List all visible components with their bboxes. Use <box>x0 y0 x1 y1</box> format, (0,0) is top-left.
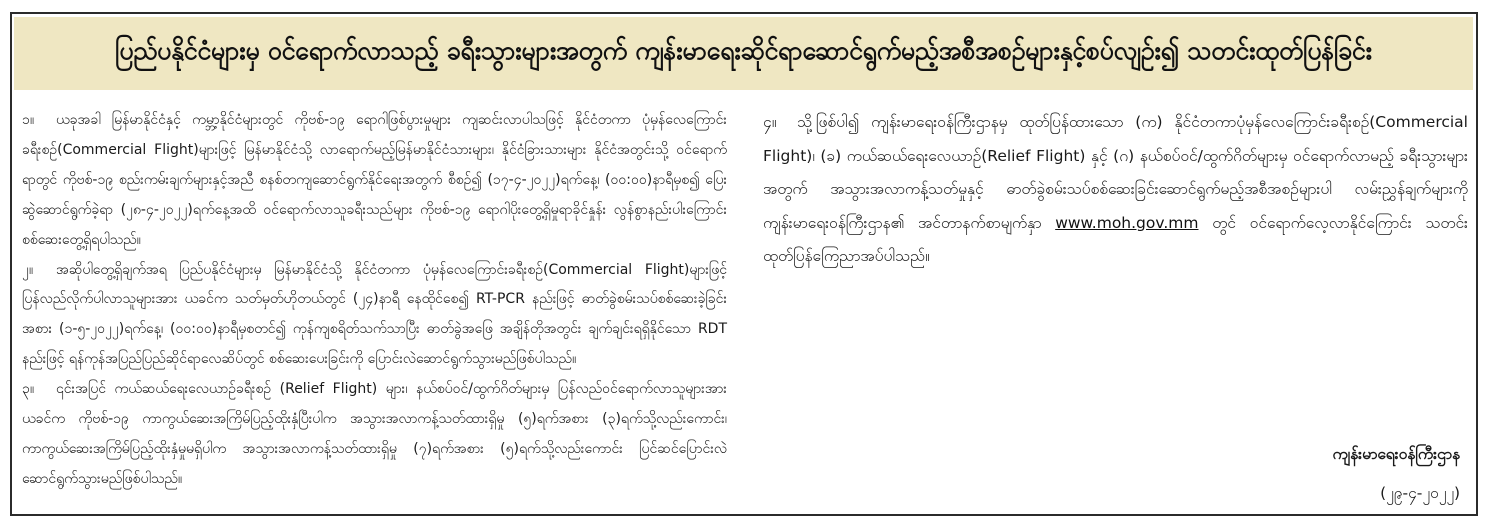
paragraph-1 <box>22 106 727 256</box>
paragraph-text: ယခုအခါ မြန်မာနိုင်ငံနှင့် ကမ္ဘာ့နိုင်ငံများတွင် ကိုဗစ်-၁၉ ရောဂါဖြစ်ပွားမှုများ ကျဆင်းလာပါသဖြင့် နိုင်ငံတကာ ပုံမှန်လေကြောင်းခရီးစဉ်(Commercial Flight)များဖြင့် မြန်မာနိုင်ငံသို့ လာရောက်မည့်မြန်မာနိုင်ငံသားများ၊ နိုင်ငံခြားသားများ နိုင်ငံအတွင်းသို့ ဝင်ရောက်ရာတွင် ကိုဗစ်-၁၉ စည်းကမ်းချက်များနှင့်အညီ စနစ်တကျဆောင်ရွက်နိုင်ရေးအတွက် စီစဉ်၍ (၁၇-၄-၂၀၂၂)ရက်နေ့၊ (၀၀:၀၀)နာရီမှစ၍ ပြေးဆွဲဆောင်ရွက်ခဲ့ရာ (၂၈-၄-၂၀၂၂)ရက်နေ့အထိ ဝင်ရောက်လာသူခရီးသည်များ ကိုဗစ်-၁၉ ရောဂါပိုးတွေ့ရှိမှုရာခိုင်နှုန်း လွန်စွာနည်းပါးကြောင်း စစ်ဆေးတွေ့ရှိရပါသည်။ <box>22 112 727 248</box>
paragraph-text: ၎င်းအပြင် ကယ်ဆယ်ရေးလေယာဉ်ခရီးစဉ် (Relief Flight) များ၊ နယ်စပ်ဝင်/ထွက်ဂိတ်များမှ ပြန်လည်ဝင်ရောက်လာသူများအား ယခင်က ကိုဗစ်-၁၉ ကာကွယ်ဆေးအကြိမ်ပြည့်ထိုးနှံပြီးပါက အသွားအလာကန့်သတ်ထားရှိမှု (၅)ရက်အစား (၃)ရက်သို့လည်းကောင်း၊ ကာကွယ်ဆေးအကြိမ်ပြည့်ထိုးနှံမှုမရှိပါက အသွားအလာကန့်သတ်ထားရှိမှု (၇)ရက်အစား (၅)ရက်သို့လည်းကောင်း ပြင်ဆင်ပြောင်းလဲ ဆောင်ရွက်သွားမည်ဖြစ်ပါသည်။ <box>22 381 727 487</box>
paragraph-text-end: တွင် ဝင်ရောက်လေ့လာနိုင်ကြောင်း သတင်းထုတ်ပြန်ကြေညာအပ်ပါသည်။ <box>763 213 1468 265</box>
paragraph-number: ၁။ <box>22 112 35 128</box>
body-columns <box>22 106 1468 506</box>
paragraph-number: ၂။ <box>22 261 34 278</box>
paragraph-text: အဆိုပါတွေ့ရှိချက်အရ ပြည်ပနိုင်ငံများမှ မြန်မာနိုင်ငံသို့ နိုင်ငံတကာ ပုံမှန်လေကြောင်းခရီးစဉ်(Commercial Flight)များဖြင့် ပြန်လည်လိုက်ပါလာသူများအား ယခင်က သတ်မှတ်ဟိုတယ်တွင် (၂၄)နာရီ နေထိုင်စေ၍ RT-PCR နည်းဖြင့် ဓာတ်ခွဲစမ်းသပ်စစ်ဆေးခဲ့ခြင်းအစား (၁-၅-၂၀၂၂)ရက်နေ့၊ (၀၀:၀၀)နာရီမှစတင်၍ ကုန်ကျစရိတ်သက်သာပြီး ဓာတ်ခွဲအဖြေ အချိန်တိုအတွင်း ချက်ချင်းရရှိနိုင်သော RDT နည်းဖြင့် ရန်ကုန်အပြည်ပြည်ဆိုင်ရာလေဆိပ်တွင် စစ်ဆေးပေးခြင်းကို ပြောင်းလဲဆောင်ရွက်သွားမည်ဖြစ်ပါသည်။ <box>22 261 727 368</box>
paragraph-text: သို့ဖြစ်ပါ၍ ကျန်းမာရေးဝန်ကြီးဌာနမှ ထုတ်ပြန်ထားသော (က) နိုင်ငံတကာပုံမှန်လေကြောင်းခရီးစဉ်(Commercial Flight)၊ (ခ) ကယ်ဆယ်ရေးလေယာဉ်(Relief Flight) နှင့် (ဂ) နယ်စပ်ဝင်/ထွက်ဂိတ်များမှ ဝင်ရောက်လာမည့် ခရီးသွားများအတွက် အသွားအလာကန့်သတ်မှုနှင့် ဓာတ်ခွဲစမ်းသပ်စစ်ဆေးခြင်းဆောင်ရွက်မည့်အစီအစဉ်များပါ လမ်းညွှန်ချက်များကို ကျန်းမာရေးဝန်ကြီးဌာန၏ အင်တာနက်စာမျက်နှာ <box>763 113 1468 232</box>
page-title: ပြည်ပနိုင်ငံများမှ ဝင်ရောက်လာသည့် ခရီးသွားများအတွက် ကျန်းမာရေးဆိုင်ရာဆောင်ရွက်မည့်အစီအစဉ်များနှင့်စပ်လျဉ်း၍ သတင်းထုတ်ပြန်ခြင်း <box>115 36 1372 65</box>
paragraph-3-start <box>22 375 727 495</box>
title-banner <box>14 17 1473 90</box>
moh-website-link[interactable]: www.moh.gov.mm <box>1055 213 1199 232</box>
signature-organization: ကျန်းမာရေးဝန်ကြီးဌာန <box>1332 445 1460 463</box>
right-column <box>757 106 1468 506</box>
paragraph-number: ၃။ <box>22 381 35 398</box>
paragraph-number: ၄။ <box>763 113 777 131</box>
paragraph-4 <box>763 106 1468 274</box>
signature-date: (၂၉-၄-၂၀၂၂) <box>1380 484 1460 502</box>
paragraph-2 <box>22 256 727 376</box>
left-column <box>22 106 733 506</box>
